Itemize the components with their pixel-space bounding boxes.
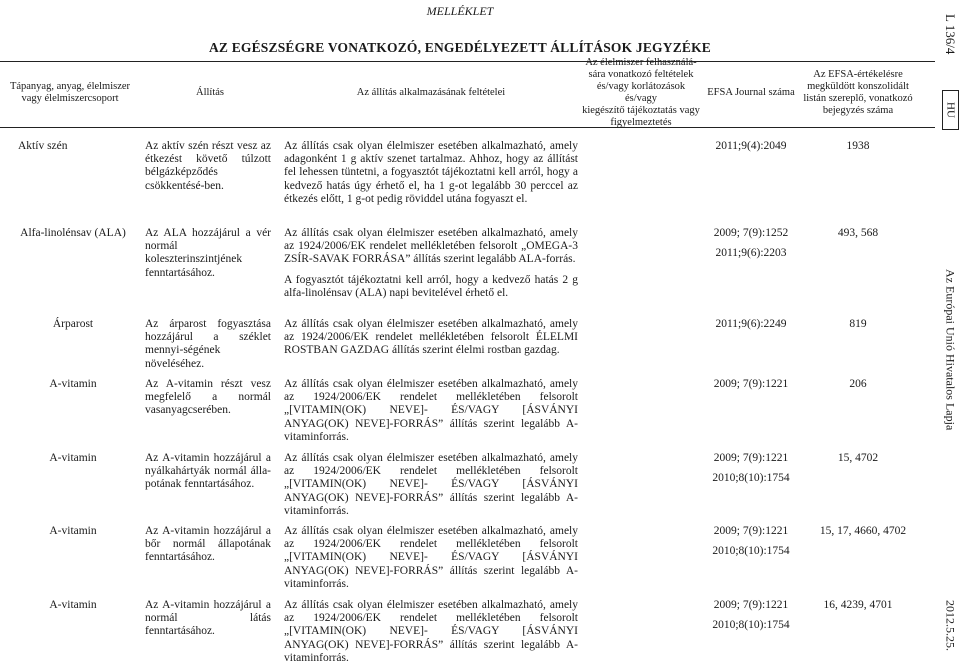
col-header-restrictions: [581, 57, 701, 128]
condition-paragraph: Az állítás csak olyan élelmiszer esetében alkalmazható, amely az 1924/2006/EK rendelet mellékletében felsorolt „[VITAMIN(OK) NEVE]- ÉS/VAGY [ÁSVÁNYI ANYAG(OK) NEVE]-FORRÁS” állítás szerint legalább A-vitaminforrás.: [284, 599, 578, 664]
row-conditions: [284, 318, 578, 358]
row-journal: [703, 318, 799, 331]
row-journal: [703, 452, 799, 485]
row-conditions: [284, 452, 578, 518]
row-substance: Árparost: [52, 318, 94, 330]
row-conditions: [284, 378, 578, 444]
row-substance: A-vitamin: [49, 599, 97, 611]
row-conditions: [284, 140, 578, 206]
journal-ref: 2011;9(6):2203: [715, 247, 787, 260]
row-conditions: [284, 599, 578, 665]
journal-gap: [703, 465, 799, 472]
journal-ref: 2010;8(10):1754: [712, 545, 790, 558]
page-ref-text: L 136/4: [943, 13, 958, 55]
condition-paragraph: Az állítás csak olyan élelmiszer esetében alkalmazható, amely az 1924/2006/EK rendelet mellékletében felsorolt „[VITAMIN(OK) NEVE]- ÉS/VAGY [ÁSVÁNYI ANYAG(OK) NEVE]-FORRÁS” állítás szerint legalább A-vitaminforrás.: [284, 378, 578, 443]
page-ref: [940, 2, 960, 66]
journal-name: [940, 250, 960, 450]
journal-ref: 2010;8(10):1754: [712, 472, 790, 485]
row-substance: Alfa-linolénsav (ALA): [20, 227, 126, 239]
journal-ref: 2011;9(6):2249: [715, 318, 787, 330]
col-header-restrictions-line: kiegészítő tájékoztatás vagy: [582, 105, 700, 116]
paragraph-gap: [284, 267, 578, 274]
publication-date-text: 2012.5.25.: [943, 599, 958, 651]
header-bottom-rule: [0, 127, 935, 128]
row-entry: 15, 17, 4660, 4702: [819, 525, 907, 537]
row-substance: A-vitamin: [49, 378, 97, 390]
publication-date: [940, 590, 960, 660]
journal-ref: 2011;9(4):2049: [715, 140, 787, 152]
journal-gap: [703, 538, 799, 545]
row-entry: 819: [849, 318, 867, 330]
row-journal: [703, 378, 799, 391]
row-claim: Az A-vitamin hozzájárul a normál látás fenntartásához.: [145, 599, 271, 638]
row-conditions: [284, 525, 578, 591]
condition-paragraph: Az állítás csak olyan élelmiszer esetében alkalmazható, amely adagonként 1 g aktív szenet tartalmaz. Ahhoz, hogy az állítást fel lehessen tüntetni, a fogyasztót tájékoztatni kell arról, hogy a kedvező hatás úgy érhető el, ha 1 g-ot legalább 30 perccel az étkezés előtt, 1 g-ot pedig röviddel utána fogyaszt el.: [284, 140, 578, 205]
language-badge: [942, 90, 959, 130]
journal-ref: 2009; 7(9):1252: [713, 227, 789, 239]
page-title: AZ EGÉSZSÉGRE VONATKOZÓ, ENGEDÉLYEZETT ÁLLÍTÁSOK JEGYZÉKE: [208, 40, 712, 55]
col-header-restrictions-line: Az élelmiszer felhasználá-: [585, 57, 697, 68]
condition-paragraph: A fogyasztót tájékoztatni kell arról, hogy a kedvező hatás 2 g alfa-linolénsav (ALA) napi bevitelével érhető el.: [284, 273, 578, 299]
condition-paragraph: Az állítás csak olyan élelmiszer esetében alkalmazható, amely az 1924/2006/EK rendelet mellékletében felsorolt ÉLELMI ROSTBAN GAZDAG állítás szerint élelmi rostban gazdag.: [284, 318, 578, 357]
journal-ref: 2009; 7(9):1221: [713, 452, 789, 464]
journal-name-text: Az Európai Unió Hivatalos Lapja: [943, 269, 958, 431]
annex-label: MELLÉKLET: [426, 4, 494, 18]
row-substance: A-vitamin: [49, 452, 97, 464]
row-conditions: [284, 227, 578, 300]
col-header-claim: Állítás: [196, 87, 224, 98]
col-header-restrictions-line: sára vonatkozó feltételek: [588, 69, 694, 80]
row-claim: Az árparost fogyasztása hozzájárul a széklet mennyi-ségének növeléséhez.: [145, 318, 271, 370]
col-header-conditions: Az állítás alkalmazásának feltételei: [356, 87, 506, 98]
header-top-rule: [0, 61, 935, 62]
journal-ref: 2009; 7(9):1221: [713, 525, 789, 537]
row-journal: [703, 599, 799, 632]
journal-ref: 2009; 7(9):1221: [713, 378, 789, 390]
row-claim: Az A-vitamin hozzájárul a bőr normál állapotának fenntartásához.: [145, 525, 271, 564]
journal-gap: [703, 612, 799, 619]
row-substance: Aktív szén: [18, 140, 68, 152]
row-claim: Az aktív szén részt vesz az étkezést követő túlzott bélgázképződés csökkentésé-ben.: [145, 140, 271, 192]
condition-paragraph: Az állítás csak olyan élelmiszer esetében alkalmazható, amely az 1924/2006/EK rendelet mellékletében felsorolt „OMEGA-3 ZSÍR-SAVAK FORRÁSA” állítás szerint legalább ALA-forrás.: [284, 227, 578, 266]
condition-paragraph: Az állítás csak olyan élelmiszer esetében alkalmazható, amely az 1924/2006/EK rendelet mellékletében felsorolt „[VITAMIN(OK) NEVE]- ÉS/VAGY [ÁSVÁNYI ANYAG(OK) NEVE]-FORRÁS” állítás szerint legalább A-vitaminforrás.: [284, 525, 578, 590]
row-entry: 1938: [846, 140, 870, 152]
col-header-entry: Az EFSA-értékelésre megküldött konszolidált listán szereplő, vonatkozó bejegyzés száma: [803, 69, 913, 116]
col-header-restrictions-line: figyelmeztetés: [610, 117, 672, 128]
language-code: HU: [944, 102, 957, 118]
journal-gap: [703, 240, 799, 247]
row-journal: [703, 525, 799, 558]
row-substance: A-vitamin: [49, 525, 97, 537]
row-claim: Az A-vitamin részt vesz megfelelő a normál vasanyagcserében.: [145, 378, 271, 417]
row-entry: 206: [849, 378, 867, 390]
row-claim: Az ALA hozzájárul a vér normál koleszterinszintjének fenntartásához.: [145, 227, 271, 279]
journal-ref: 2010;8(10):1754: [712, 619, 790, 632]
row-entry: 15, 4702: [837, 452, 879, 464]
col-header-journal: EFSA Journal száma: [707, 87, 795, 98]
row-claim: Az A-vitamin hozzájárul a nyálkahártyák normál álla-potának fenntartásához.: [145, 452, 271, 491]
row-entry: 16, 4239, 4701: [823, 599, 893, 611]
journal-ref: 2009; 7(9):1221: [713, 599, 789, 611]
row-journal: [703, 227, 799, 260]
col-header-substance: Tápanyag, anyag, élelmiszer vagy élelmiszercsoport: [9, 81, 131, 104]
col-header-restrictions-line: és/vagy korlátozások és/vagy: [596, 81, 686, 104]
condition-paragraph: Az állítás csak olyan élelmiszer esetében alkalmazható, amely az 1924/2006/EK rendelet mellékletében felsorolt „[VITAMIN(OK) NEVE]- ÉS/VAGY [ÁSVÁNYI ANYAG(OK) NEVE]-FORRÁS” állítás szerint legalább A-vitaminforrás.: [284, 452, 578, 517]
row-entry: 493, 568: [837, 227, 879, 239]
row-journal: [703, 140, 799, 153]
